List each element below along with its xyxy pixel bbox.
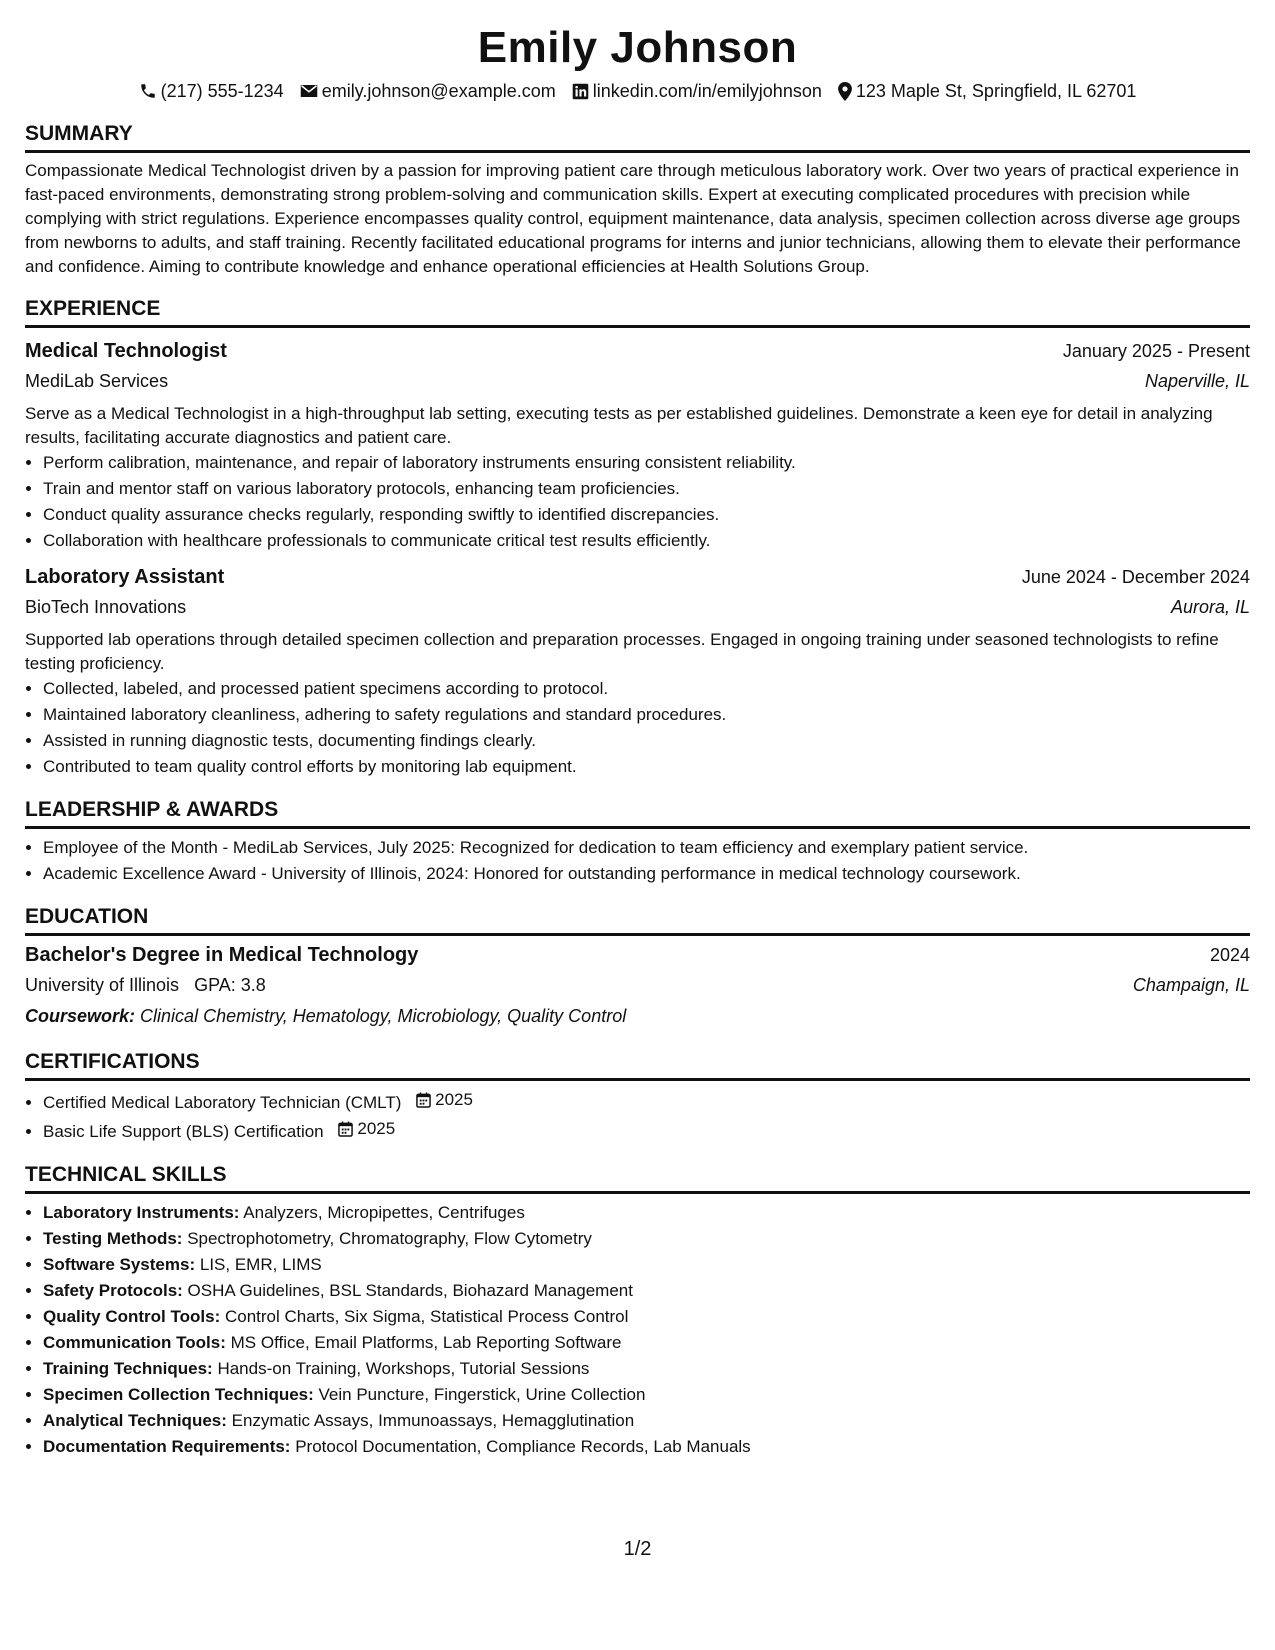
list-item bbox=[43, 1087, 1250, 1116]
list-item bbox=[43, 1382, 1250, 1408]
list-item: • Train and mentor staff on various laboratory protocols, enhancing team proficiencies. bbox=[43, 476, 1250, 502]
skill-value: OSHA Guidelines, BSL Standards, Biohazard Management bbox=[187, 1281, 633, 1300]
coursework-label: Coursework: bbox=[25, 1006, 136, 1026]
envelope-icon bbox=[300, 83, 318, 99]
skill-label: Laboratory Instruments: bbox=[43, 1203, 240, 1222]
list-item: • Collected, labeled, and processed patient specimens according to protocol. bbox=[43, 676, 1250, 702]
resume-page bbox=[25, 0, 1250, 1650]
job-bullets bbox=[25, 450, 1250, 554]
skill-label: Documentation Requirements: bbox=[43, 1437, 291, 1456]
list-item: • Maintained laboratory cleanliness, adhering to safety regulations and standard procedures. bbox=[43, 702, 1250, 728]
phone-icon bbox=[139, 82, 157, 100]
skill-value: Enzymatic Assays, Immunoassays, Hemagglutination bbox=[231, 1411, 635, 1430]
job-location: Aurora, IL bbox=[1170, 597, 1250, 617]
job-dates: June 2024 - December 2024 bbox=[1021, 567, 1250, 587]
experience-section bbox=[25, 295, 1250, 780]
list-item: • Employee of the Month - MediLab Services, July 2025: Recognized for dedication to team efficiency and exemplary patient service. bbox=[43, 835, 1250, 861]
skill-label: Analytical Techniques: bbox=[43, 1411, 227, 1430]
job-entry bbox=[25, 562, 1250, 780]
list-item bbox=[43, 1408, 1250, 1434]
certification-year: 2025 bbox=[435, 1090, 473, 1109]
list-item bbox=[43, 1330, 1250, 1356]
contact-linkedin[interactable] bbox=[572, 78, 822, 104]
section-title-summary: SUMMARY bbox=[25, 120, 1250, 153]
section-title-certifications: CERTIFICATIONS bbox=[25, 1048, 1250, 1081]
leadership-section bbox=[25, 796, 1250, 887]
graduation-year: 2024 bbox=[1209, 945, 1250, 965]
job-description: Supported lab operations through detailed specimen collection and preparation processes. Engaged in ongoing training under seasoned technologists to refine testing proficiency. bbox=[25, 630, 1219, 673]
list-item: • Assisted in running diagnostic tests, documenting findings clearly. bbox=[43, 728, 1250, 754]
list-item bbox=[43, 1434, 1250, 1460]
skill-value: Vein Puncture, Fingerstick, Urine Collection bbox=[318, 1385, 646, 1404]
school-location: Champaign, IL bbox=[1132, 975, 1250, 995]
list-item bbox=[43, 1226, 1250, 1252]
skill-value: Spectrophotometry, Chromatography, Flow Cytometry bbox=[187, 1229, 592, 1248]
skill-label: Software Systems: bbox=[43, 1255, 196, 1274]
certification-name: Certified Medical Laboratory Technician (CMLT) bbox=[43, 1093, 402, 1112]
list-item: • Contributed to team quality control efforts by monitoring lab equipment. bbox=[43, 754, 1250, 780]
list-item bbox=[43, 1200, 1250, 1226]
education-section bbox=[25, 903, 1250, 1032]
certification-date bbox=[338, 1116, 395, 1142]
certification-name: Basic Life Support (BLS) Certification bbox=[43, 1122, 324, 1141]
school-name: University of Illinois bbox=[25, 975, 180, 995]
summary-text: Compassionate Medical Technologist driven by a passion for improving patient care through meticulous laboratory work. Over two years of practical experience in fast-paced environments, demonstrating strong problem-solving and communication skills. Expert at executing complicated procedures with precision while complying with strict regulations. Experience encompasses quality control, equipment maintenance, data analysis, specimen collection across diverse age groups from newborns to adults, and staff training. Recently facilitated educational programs for interns and junior technicians, allowing them to elevate their performance and confidence. Aiming to contribute knowledge and enhance operational efficiencies at Health Solutions Group. bbox=[25, 161, 1241, 276]
job-company: BioTech Innovations bbox=[25, 597, 187, 617]
candidate-name: Emily Johnson bbox=[477, 23, 798, 72]
page-number: 1/2 bbox=[623, 1538, 652, 1560]
degree-title: Bachelor's Degree in Medical Technology bbox=[25, 944, 419, 966]
linkedin-icon bbox=[572, 83, 589, 100]
certification-date bbox=[416, 1087, 473, 1113]
list-item bbox=[43, 1304, 1250, 1330]
email-text: emily.johnson@example.com bbox=[321, 81, 556, 101]
contact-email[interactable] bbox=[300, 78, 556, 104]
skill-label: Testing Methods: bbox=[43, 1229, 183, 1248]
job-description: Serve as a Medical Technologist in a high-throughput lab setting, executing tests as per established guidelines. Demonstrate a keen eye for detail in analyzing results, facilitating accurate diagnostics and patient care. bbox=[25, 404, 1213, 447]
certification-list bbox=[25, 1087, 1250, 1145]
address-text: 123 Maple St, Springfield, IL 62701 bbox=[855, 81, 1137, 101]
job-title: Medical Technologist bbox=[25, 340, 227, 362]
skill-value: Protocol Documentation, Compliance Records, Lab Manuals bbox=[295, 1437, 751, 1456]
list-item bbox=[43, 1252, 1250, 1278]
contact-address bbox=[838, 78, 1137, 104]
skill-label: Safety Protocols: bbox=[43, 1281, 183, 1300]
job-dates: January 2025 - Present bbox=[1062, 341, 1250, 361]
award-list bbox=[25, 835, 1250, 887]
section-title-leadership: LEADERSHIP & AWARDS bbox=[25, 796, 1250, 829]
job-entry bbox=[25, 336, 1250, 554]
skill-label: Communication Tools: bbox=[43, 1333, 226, 1352]
list-item: • Academic Excellence Award - University of Illinois, 2024: Honored for outstanding performance in medical technology coursework. bbox=[43, 861, 1250, 887]
job-company: MediLab Services bbox=[25, 371, 169, 391]
job-bullets bbox=[25, 676, 1250, 780]
list-item: • Conduct quality assurance checks regularly, responding swiftly to identified discrepancies. bbox=[43, 502, 1250, 528]
job-title: Laboratory Assistant bbox=[25, 566, 225, 588]
skills-section bbox=[25, 1161, 1250, 1460]
section-title-education: EDUCATION bbox=[25, 903, 1250, 936]
skill-value: Hands-on Training, Workshops, Tutorial Sessions bbox=[217, 1359, 590, 1378]
skill-value: Control Charts, Six Sigma, Statistical Process Control bbox=[224, 1307, 629, 1326]
map-pin-icon bbox=[838, 82, 852, 101]
phone-text: (217) 555-1234 bbox=[160, 81, 284, 101]
school-info bbox=[25, 971, 266, 999]
summary-section bbox=[25, 120, 1250, 279]
list-item: • Collaboration with healthcare professionals to communicate critical test results efficiently. bbox=[43, 528, 1250, 554]
section-title-skills: TECHNICAL SKILLS bbox=[25, 1161, 1250, 1194]
calendar-icon bbox=[338, 1121, 353, 1137]
skill-label: Quality Control Tools: bbox=[43, 1307, 221, 1326]
skill-value: LIS, EMR, LIMS bbox=[199, 1255, 322, 1274]
skills-list bbox=[25, 1200, 1250, 1460]
job-location: Naperville, IL bbox=[1144, 371, 1250, 391]
linkedin-text: linkedin.com/in/emilyjohnson bbox=[592, 81, 822, 101]
contact-bar bbox=[25, 78, 1250, 104]
skill-value: MS Office, Email Platforms, Lab Reporting Software bbox=[230, 1333, 622, 1352]
skill-label: Training Techniques: bbox=[43, 1359, 213, 1378]
calendar-icon bbox=[416, 1092, 431, 1108]
gpa: GPA: 3.8 bbox=[194, 975, 266, 995]
coursework-list: Clinical Chemistry, Hematology, Microbiology, Quality Control bbox=[140, 1006, 627, 1026]
list-item bbox=[43, 1356, 1250, 1382]
contact-phone bbox=[139, 78, 284, 104]
section-title-experience: EXPERIENCE bbox=[25, 295, 1250, 328]
list-item bbox=[43, 1116, 1250, 1145]
skill-value: Analyzers, Micropipettes, Centrifuges bbox=[243, 1203, 525, 1222]
coursework bbox=[25, 1000, 1250, 1032]
certifications-section bbox=[25, 1048, 1250, 1145]
list-item bbox=[43, 1278, 1250, 1304]
list-item: • Perform calibration, maintenance, and repair of laboratory instruments ensuring consistent reliability. bbox=[43, 450, 1250, 476]
certification-year: 2025 bbox=[357, 1119, 396, 1138]
skill-label: Specimen Collection Techniques: bbox=[43, 1385, 314, 1404]
